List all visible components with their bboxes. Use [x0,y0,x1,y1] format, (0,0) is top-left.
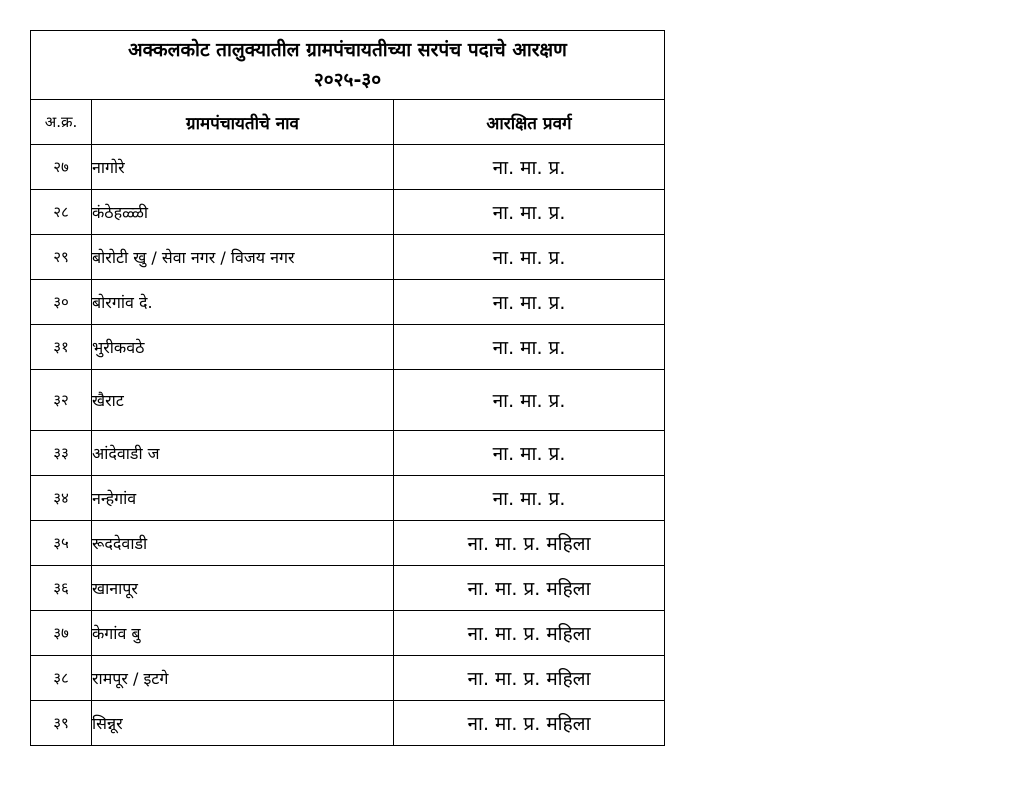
table-row [31,611,665,656]
gram-panchayat-name-cell: सिन्नूर [92,701,394,746]
gram-panchayat-name-cell: खानापूर [92,566,394,611]
table-row [31,190,665,235]
reserved-category-cell: ना. मा. प्र. महिला [394,521,665,566]
table-row [31,145,665,190]
reserved-category-cell: ना. मा. प्र. महिला [394,701,665,746]
gram-panchayat-name-cell: रूददेवाडी [92,521,394,566]
gram-panchayat-name-cell: बोरगांव दे. [92,280,394,325]
serial-cell: ३९ [31,701,92,746]
table-row [31,235,665,280]
reserved-category-cell: ना. मा. प्र. [394,431,665,476]
gram-panchayat-name-cell: बोरोटी खु / सेवा नगर / विजय नगर [92,235,394,280]
reserved-category-cell: ना. मा. प्र. [394,476,665,521]
reserved-category-cell: ना. मा. प्र. [394,190,665,235]
title-line-1: अक्कलकोट तालुक्यातील ग्रामपंचायतीच्या सरपंच पदाचे आरक्षण [128,39,567,61]
gram-panchayat-name-cell: केगांव बु [92,611,394,656]
gram-panchayat-name-cell: नन्हेगांव [92,476,394,521]
serial-cell: ३५ [31,521,92,566]
reserved-category-cell: ना. मा. प्र. महिला [394,656,665,701]
reservation-table [30,30,665,746]
gram-panchayat-name-cell: रामपूर / इटगे [92,656,394,701]
reserved-category-cell: ना. मा. प्र. महिला [394,566,665,611]
header-row [31,100,665,145]
serial-cell: २७ [31,145,92,190]
gram-panchayat-name-cell: कंठेहळ्ळी [92,190,394,235]
serial-cell: ३० [31,280,92,325]
serial-cell: २९ [31,235,92,280]
gram-panchayat-name-cell: नागोरे [92,145,394,190]
table-row [31,656,665,701]
header-serial: अ.क्र. [31,100,92,145]
serial-cell: ३३ [31,431,92,476]
header-name: ग्रामपंचायतीचे नाव [92,100,394,145]
document-title [31,31,665,100]
reserved-category-cell: ना. मा. प्र. [394,370,665,431]
serial-cell: ३४ [31,476,92,521]
serial-cell: ३६ [31,566,92,611]
table-row [31,325,665,370]
table-row [31,566,665,611]
title-row [31,31,665,100]
title-line-2: २०२५-३० [313,69,382,91]
reserved-category-cell: ना. मा. प्र. [394,145,665,190]
reserved-category-cell: ना. मा. प्र. [394,235,665,280]
serial-cell: ३१ [31,325,92,370]
serial-cell: ३८ [31,656,92,701]
reserved-category-cell: ना. मा. प्र. महिला [394,611,665,656]
gram-panchayat-name-cell: खैराट [92,370,394,431]
table-row [31,476,665,521]
gram-panchayat-name-cell: आंदेवाडी ज [92,431,394,476]
gram-panchayat-name-cell: भुरीकवठे [92,325,394,370]
header-category: आरक्षित प्रवर्ग [394,100,665,145]
table-row [31,521,665,566]
serial-cell: २८ [31,190,92,235]
table-row [31,431,665,476]
table-row [31,701,665,746]
reserved-category-cell: ना. मा. प्र. [394,325,665,370]
serial-cell: ३७ [31,611,92,656]
table-row [31,370,665,431]
serial-cell: ३२ [31,370,92,431]
reserved-category-cell: ना. मा. प्र. [394,280,665,325]
table-row [31,280,665,325]
